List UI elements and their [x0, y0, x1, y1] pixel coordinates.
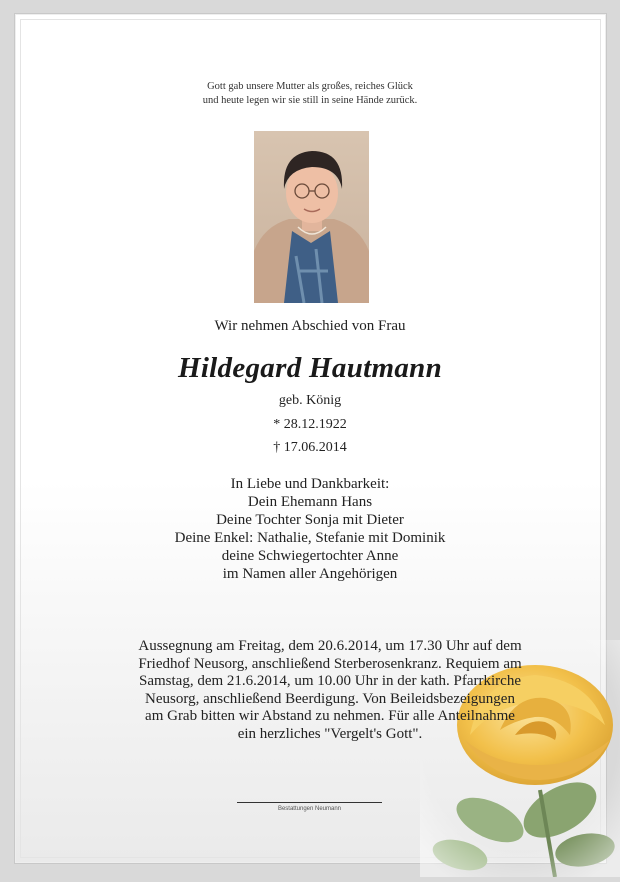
- mourners-list: [0, 475, 620, 583]
- signature-line: [237, 802, 382, 803]
- funeral-home-credit: Bestattungen Neumann: [277, 806, 342, 812]
- notice-line: am Grab bitten wir Abstand zu nehmen. Für alle Anteilnahme: [145, 708, 515, 724]
- notice-line: Samstag, dem 21.6.2014, um 10.00 Uhr in der kath. Pfarrkirche: [138, 673, 521, 689]
- mourners-line: Deine Tochter Sonja mit Dieter: [216, 512, 404, 528]
- notice-line: Neusorg, anschließend Beerdigung. Von Beileidsbezeigungen: [145, 690, 515, 707]
- notice-line: Aussegnung am Freitag, dem 20.6.2014, um 17.30 Uhr auf dem: [138, 638, 522, 654]
- mourners-line: deine Schwiegertochter Anne: [221, 548, 399, 564]
- service-notice: [0, 638, 620, 743]
- portrait-illustration: [254, 131, 369, 303]
- birth-date: * 28.12.1922: [273, 417, 347, 432]
- mourners-line: Dein Ehemann Hans: [247, 494, 373, 510]
- mourners-line: im Namen aller Angehörigen: [222, 566, 398, 582]
- mourners-line: Deine Enkel: Nathalie, Stefanie mit Dominik: [174, 530, 446, 546]
- death-date: † 17.06.2014: [273, 440, 347, 455]
- opening-verse: [0, 80, 620, 108]
- notice-line: Friedhof Neusorg, anschließend Sterberosenkranz. Requiem am: [138, 655, 522, 672]
- verse-line: und heute legen wir sie still in seine Hände zurück.: [202, 95, 418, 106]
- farewell-intro: Wir nehmen Abschied von Frau: [214, 318, 406, 334]
- deceased-name: Hildegard Hautmann: [177, 352, 443, 384]
- verse-line: Gott gab unsere Mutter als großes, reiches Glück: [207, 81, 413, 92]
- notice-line: ein herzliches "Vergelt's Gott".: [237, 725, 423, 742]
- birth-name: geb. König: [278, 393, 342, 408]
- mourners-line: In Liebe und Dankbarkeit:: [230, 476, 390, 492]
- portrait-photo: [254, 131, 369, 303]
